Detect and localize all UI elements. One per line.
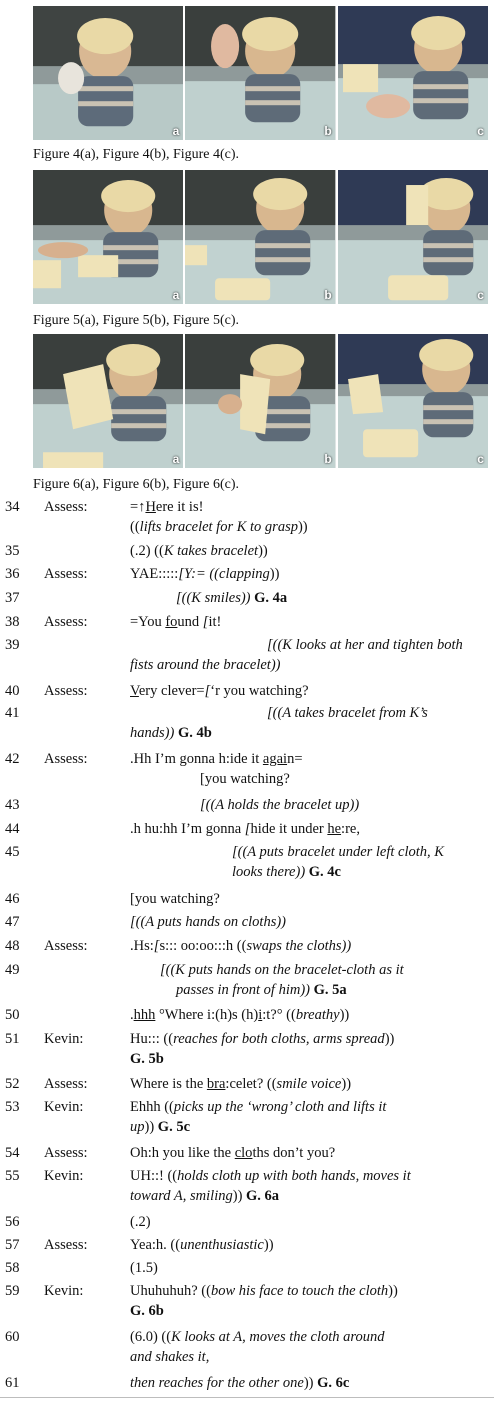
figure-4-caption: Figure 4(a), Figure 4(b), Figure 4(c). [33,147,240,162]
line-number: 39 [5,637,20,653]
figure-6a-photo [33,334,183,468]
panel-letter: b [324,124,332,138]
utterance: [((A puts bracelet under left cloth, K looks there)) G. 4c [232,844,444,880]
utterance: .Hh I’m gonna h:ide it again= [you watching? [130,751,303,787]
line-number: 37 [5,590,20,606]
speaker: Assess: [44,614,88,630]
figure-5-caption: Figure 5(a), Figure 5(b), Figure 5(c). [33,313,240,328]
utterance: [you watching? [130,891,220,907]
line-number: 34 [5,499,20,515]
utterance: [((A holds the bracelet up)) [200,797,360,813]
bottom-divider [0,1397,494,1398]
speaker: Kevin: [44,1168,84,1184]
line-number: 50 [5,1007,20,1023]
line-number: 56 [5,1214,20,1230]
line-number: 59 [5,1283,20,1299]
utterance: UH::! ((holds cloth up with both hands, moves it toward A, smiling)) G. 6a [130,1168,411,1204]
utterance: =You found [it! [130,614,222,630]
utterance: (.2) [130,1214,151,1230]
utterance: .hhh °Where i:(h)s (h)i:t?° ((breathy)) [130,1007,350,1023]
line-number: 61 [5,1375,20,1391]
speaker: Kevin: [44,1031,84,1047]
utterance: then reaches for the other one)) G. 6c [130,1375,350,1391]
utterance: Yea:h. ((unenthusiastic)) [130,1237,274,1253]
speaker: Kevin: [44,1099,84,1115]
figure-4c-photo [338,6,488,140]
speaker: Assess: [44,499,88,515]
utterance: .Hs:[s::: oo:oo:::h ((swaps the cloths)) [130,938,352,954]
figure-4-strip [33,6,488,140]
utterance: [((A takes bracelet from K’s hands)) G. 4b [130,705,428,741]
utterance: [((A puts hands on cloths)) [130,914,287,930]
utterance: Uhuhuhuh? ((bow his face to touch the cloth)) G. 6b [130,1283,398,1319]
panel-letter: c [477,288,484,302]
panel-letter: c [477,452,484,466]
line-number: 46 [5,891,20,907]
line-number: 49 [5,962,20,978]
utterance: [((K looks at her and tighten both fists around the bracelet)) [130,637,463,673]
utterance: Ehhh ((picks up the ‘wrong’ cloth and lifts it up)) G. 5c [130,1099,387,1135]
figure-4a-photo [33,6,183,140]
line-number: 55 [5,1168,20,1184]
panel-letter: b [324,452,332,466]
figure-5b-photo [185,170,335,304]
figure-5a-photo [33,170,183,304]
line-number: 45 [5,844,20,860]
panel-letter: a [172,124,180,138]
line-number: 48 [5,938,20,954]
speaker: Assess: [44,683,88,699]
figure-6c-photo [338,334,488,468]
line-number: 52 [5,1076,20,1092]
utterance: (6.0) ((K looks at A, moves the cloth around and shakes it, [130,1329,385,1365]
utterance: [((K puts hands on the bracelet-cloth as it passes in front of him)) G. 5a [160,962,404,998]
speaker: Assess: [44,1237,88,1253]
panel-letter: a [172,288,180,302]
figure-4b-photo [185,6,335,140]
speaker: Assess: [44,1076,88,1092]
utterance: Oh:h you like the cloths don’t you? [130,1145,336,1161]
figure-5-strip [33,170,488,304]
utterance: Where is the bra:celet? ((smile voice)) [130,1076,352,1092]
line-number: 40 [5,683,20,699]
utterance: [((K smiles)) G. 4a [176,590,288,606]
speaker: Assess: [44,566,88,582]
utterance: (1.5) [130,1260,158,1276]
panel-letter: c [477,124,484,138]
utterance: Very clever=[‘r you watching? [130,683,309,699]
utterance: Hu::: ((reaches for both cloths, arms spread)) G. 5b [130,1031,395,1067]
panel-letter: a [172,452,180,466]
line-number: 60 [5,1329,20,1345]
utterance: =↑Here it is! ((lifts bracelet for K to grasp)) [130,499,308,535]
figure-6-strip [33,334,488,468]
line-number: 41 [5,705,20,721]
line-number: 44 [5,821,20,837]
figure-6b-photo [185,334,335,468]
figure-6-caption: Figure 6(a), Figure 6(b), Figure 6(c). [33,477,240,492]
panel-letter: b [324,288,332,302]
utterance: .h hu:hh I’m gonna [hide it under he:re, [130,821,360,837]
line-number: 35 [5,543,20,559]
line-number: 47 [5,914,20,930]
utterance: YAE:::::[Y:= ((clapping)) [130,566,280,582]
speaker: Assess: [44,1145,88,1161]
line-number: 36 [5,566,20,582]
line-number: 54 [5,1145,20,1161]
line-number: 53 [5,1099,20,1115]
line-number: 58 [5,1260,20,1276]
figure-5c-photo [338,170,488,304]
utterance: (.2) ((K takes bracelet)) [130,543,268,559]
line-number: 43 [5,797,20,813]
speaker: Assess: [44,938,88,954]
line-number: 57 [5,1237,20,1253]
line-number: 51 [5,1031,20,1047]
line-number: 42 [5,751,20,767]
speaker: Kevin: [44,1283,84,1299]
line-number: 38 [5,614,20,630]
speaker: Assess: [44,751,88,767]
